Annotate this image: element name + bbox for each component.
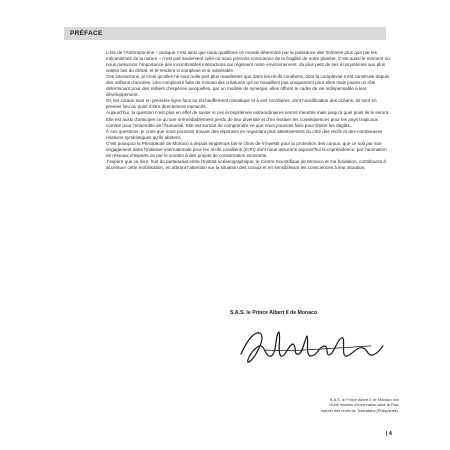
page-number: | 4 — [385, 431, 392, 437]
preface-body — [106, 50, 392, 171]
paragraph: Or, les coraux sont en première ligne face au réchauffement climatique et à ses corollaires, dont l’acidification des océans. Ils sont en premier lieu au point d’être directement menacés. — [106, 98, 377, 110]
paragraph: Aujourd’hui, la question n’est plus en effet de savoir si ces écosystèmes extraordinaires seront meurtris mais jusqu’à quel point ils le seront. Elle est aussi d’anticiper ce qu’une irrémédiablement perdu de leur diversité et d’en évaluer les conséquences pour les pays tropicaux comme pour l’ensemble de l’humanité. Elle est surtout de comprendre ce que nous pouvons faire pour limiter les dégâts. — [106, 110, 390, 128]
photo-caption — [299, 397, 399, 413]
signatory-name: S.A.S. le Prince Albert II de Monaco — [230, 310, 318, 316]
caption-line: d’une mission d’exploration dans le Parc — [329, 402, 399, 408]
section-header-band — [64, 27, 386, 40]
section-title: PRÉFACE — [70, 30, 103, 37]
paragraph: Ces interactions, je crois qu’elles ne sont nulle part plus manifestes que dans les récifs coralliens, dont la complexité s’est construite depuis des millions d’années. Une complexité faite de minuscules créatures qui ne travaillent pas uniquement pour elles mais jouent un rôle déterminant pour des milliers d’espèces auxquelles, par un modèle de synergie, elles offrent le cadre de vie indispensable à leur développement. — [106, 74, 390, 98]
paragraph: C’est pourquoi la Principauté de Monaco a depuis longtemps fait le choix de s’investir pour la protection des coraux, que ce soit par son engagement dans l’initiative internationale pour les récifs coralliens (ICRI) dont nous assurons aujourd’hui la coprésidence, par l’animation de réseaux d’experts ou par le soutien à des projets de conservation innovants. — [106, 140, 387, 158]
paragraph: J’espère que ce livre, fruit du partenariat entre l’Institut océanographique, le Centre Scientifique de Monaco et ma fondation, contribuera à accentuer cette mobilisation, en attirant l’attention sur la situation des coraux et en sensibilisant les consciences à leur situation. — [106, 158, 386, 170]
caption-line: naturel des récifs de Tubbataha (Philippines). — [320, 407, 399, 413]
handwritten-signature — [235, 324, 385, 374]
paragraph: À ces questions, je crois que nous pouvons trouver des réponses en regardant plus attentivement du côté des récifs et des nombreuses relations symbiotiques qu’ils abritent. — [106, 128, 383, 140]
caption-line: S.A.S. le Prince Albert II de Monaco lors — [329, 397, 399, 402]
paragraph: L’ère de l’Anthropocène – puisque c’est ainsi que nous qualifions ce monde déterminé par la puissance des hommes plus que par les mécanismes de la nature – n’est pas seulement celle où nous prenons conscience de la fragilité de notre planète. C’est aussi le moment où nous mesurons l’importance des innombrables interactions qui régissent notre environnement, du plus petit de ses écosystèmes aux plus vastes lois du climat, et le rendent si complexe et si vulnérable. — [106, 50, 390, 74]
